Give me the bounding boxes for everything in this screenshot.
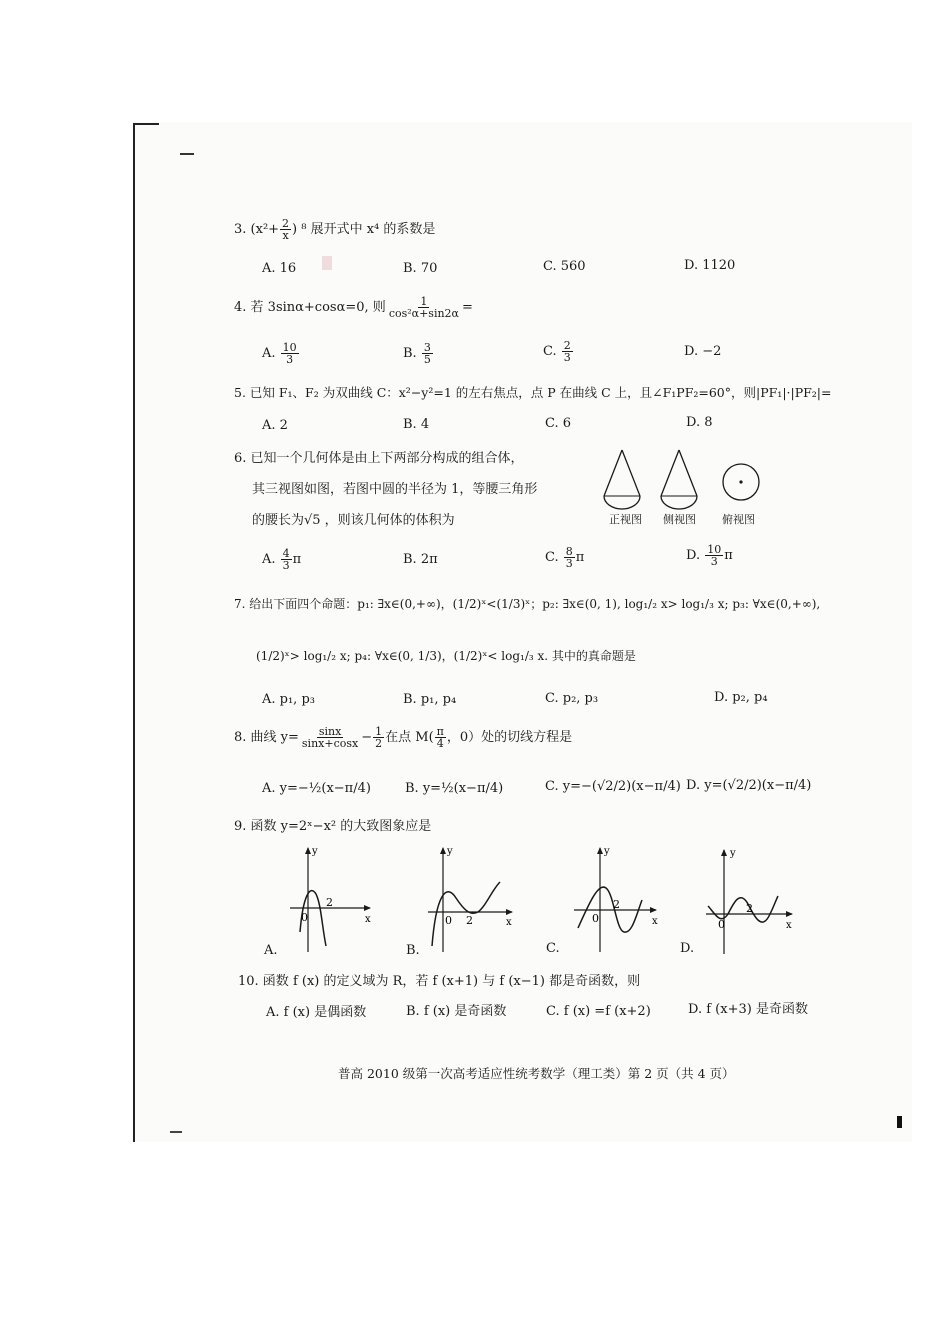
q3-stem: 3. (x²+ $\frac{2}{x}$ ) ⁸ 展开式中 x⁴ 的系数是 <box>234 217 436 242</box>
svg-text:2: 2 <box>613 898 620 911</box>
graph-a <box>288 846 378 956</box>
q8-option-b: B. y=½(x−π/4) <box>405 781 504 796</box>
svg-text:y: y <box>312 846 318 857</box>
q9-stem: 9. 函数 y=2ˣ−x² 的大致图象应是 <box>234 819 432 834</box>
top-view-figure <box>723 464 759 500</box>
q4-option-b: B. $\frac{3}{5}$ <box>403 341 431 366</box>
q4-stem: 4. 若 3sinα+cosα=0, 则 $\frac{1}{\text{cos²α+sin2α}}$ = <box>234 295 473 320</box>
q7-option-a: A. p₁, p₃ <box>262 692 315 707</box>
q10-stem: 10. 函数 f (x) 的定义域为 R，若 f (x+1) 与 f (x−1) 都是奇函数，则 <box>238 974 641 989</box>
front-view-figure <box>604 450 640 509</box>
q8-option-a: A. y=−½(x−π/4) <box>262 781 371 796</box>
svg-text:0: 0 <box>445 914 452 927</box>
q7-line-2: (1/2)ˣ> log₁/₂ x; p₄: ∀x∈(0, 1/3)，(1/2)ˣ< log₁/₃ x. 其中的真命题是 <box>256 649 636 663</box>
q7-option-b: B. p₁, p₄ <box>403 692 457 707</box>
q6-option-b: B. 2π <box>403 552 438 567</box>
page-edge-top <box>133 123 159 125</box>
caption-top-view: 俯视图 <box>722 513 755 526</box>
graph-b-label: B. <box>406 943 420 958</box>
svg-text:y: y <box>604 846 610 857</box>
q10-option-c: C. f (x) =f (x+2) <box>546 1004 651 1019</box>
scan-mark <box>897 1116 902 1128</box>
q8-stem: 8. 曲线 y= $\frac{\sin x}{\sin x+\cos x}$ − $\frac{1}{2}$ 在点 M( $\frac{\pi}{4}$ ，0）处的切线方程是 <box>234 725 573 750</box>
q3-option-d: D. 1120 <box>684 258 736 273</box>
svg-text:y: y <box>447 846 453 857</box>
graph-c-label: C. <box>546 941 560 956</box>
svg-text:2: 2 <box>466 914 473 927</box>
svg-text:y: y <box>730 848 736 859</box>
graph-d-label: D. <box>680 941 695 956</box>
q6-option-a: A. $\frac{4}{3}$ π <box>262 547 302 572</box>
q6-option-d: D. $\frac{10}{3}$ π <box>686 543 733 568</box>
pencil-smudge <box>322 256 332 270</box>
q5-option-d: D. 8 <box>686 415 713 430</box>
q6-option-c: C. $\frac{8}{3}$ π <box>545 545 585 570</box>
q4-option-a: A. $\frac{10}{3}$ <box>262 341 297 366</box>
q7-option-c: C. p₂, p₃ <box>545 691 599 706</box>
svg-text:2: 2 <box>746 902 753 915</box>
caption-front-view: 正视图 <box>609 513 642 526</box>
page-footer: 普高 2010 级第一次高考适应性统考数学（理工类）第 2 页（共 4 页） <box>338 1066 735 1081</box>
svg-text:0: 0 <box>592 912 599 925</box>
q6-line-3: 的腰长为√5 ，则该几何体的体积为 <box>252 513 455 528</box>
caption-side-view: 侧视图 <box>663 513 696 526</box>
graph-d <box>704 848 798 958</box>
q5-option-b: B. 4 <box>403 417 430 432</box>
svg-text:2: 2 <box>326 896 333 909</box>
svg-text:x: x <box>365 914 371 925</box>
q7-line-1: 7. 给出下面四个命题：p₁: ∃x∈(0,+∞)，(1/2)ˣ<(1/3)ˣ；p₂: ∃x∈(0, 1), log₁/₂ x> log₁/₃ x; p₃: ∀x∈(0,+∞), <box>234 597 821 611</box>
q4-option-d: D. −2 <box>684 344 722 359</box>
svg-text:0: 0 <box>718 918 725 931</box>
svg-text:0: 0 <box>301 911 308 924</box>
page-edge <box>133 124 135 1142</box>
q6-line-2: 其三视图如图，若图中圆的半径为 1，等腰三角形 <box>252 482 538 497</box>
q5-option-a: A. 2 <box>262 418 288 433</box>
scan-mark <box>170 1131 182 1133</box>
q10-option-b: B. f (x) 是奇函数 <box>406 1004 507 1019</box>
q10-option-a: A. f (x) 是偶函数 <box>266 1005 367 1020</box>
q6-line-1: 6. 已知一个几何体是由上下两部分构成的组合体， <box>234 451 524 466</box>
side-view-figure <box>661 450 697 509</box>
q3-option-b: B. 70 <box>403 261 438 276</box>
svg-text:x: x <box>652 916 658 927</box>
graph-b <box>426 846 518 956</box>
svg-text:x: x <box>506 917 512 928</box>
q3-option-a: A. 16 <box>262 261 297 276</box>
q5-stem: 5. 已知 F₁、F₂ 为双曲线 C：x²−y²=1 的左右焦点，点 P 在曲线 C 上，且∠F₁PF₂=60°，则|PF₁|·|PF₂|= <box>234 385 832 400</box>
scan-mark <box>180 153 194 155</box>
q3-option-c: C. 560 <box>543 259 586 274</box>
three-view-drawings <box>600 448 770 518</box>
q7-option-d: D. p₂, p₄ <box>714 690 768 705</box>
q8-option-d: D. y=(√2/2)(x−π/4) <box>686 778 812 793</box>
q10-option-d: D. f (x+3) 是奇函数 <box>688 1002 808 1017</box>
graph-a-label: A. <box>264 943 278 958</box>
q5-option-c: C. 6 <box>545 416 572 431</box>
graph-c <box>570 846 662 956</box>
scanned-page <box>132 122 912 1142</box>
q4-option-c: C. $\frac{2}{3}$ <box>543 339 571 364</box>
svg-text:x: x <box>786 920 792 931</box>
q8-option-c: C. y=−(√2/2)(x−π/4) <box>545 779 681 794</box>
